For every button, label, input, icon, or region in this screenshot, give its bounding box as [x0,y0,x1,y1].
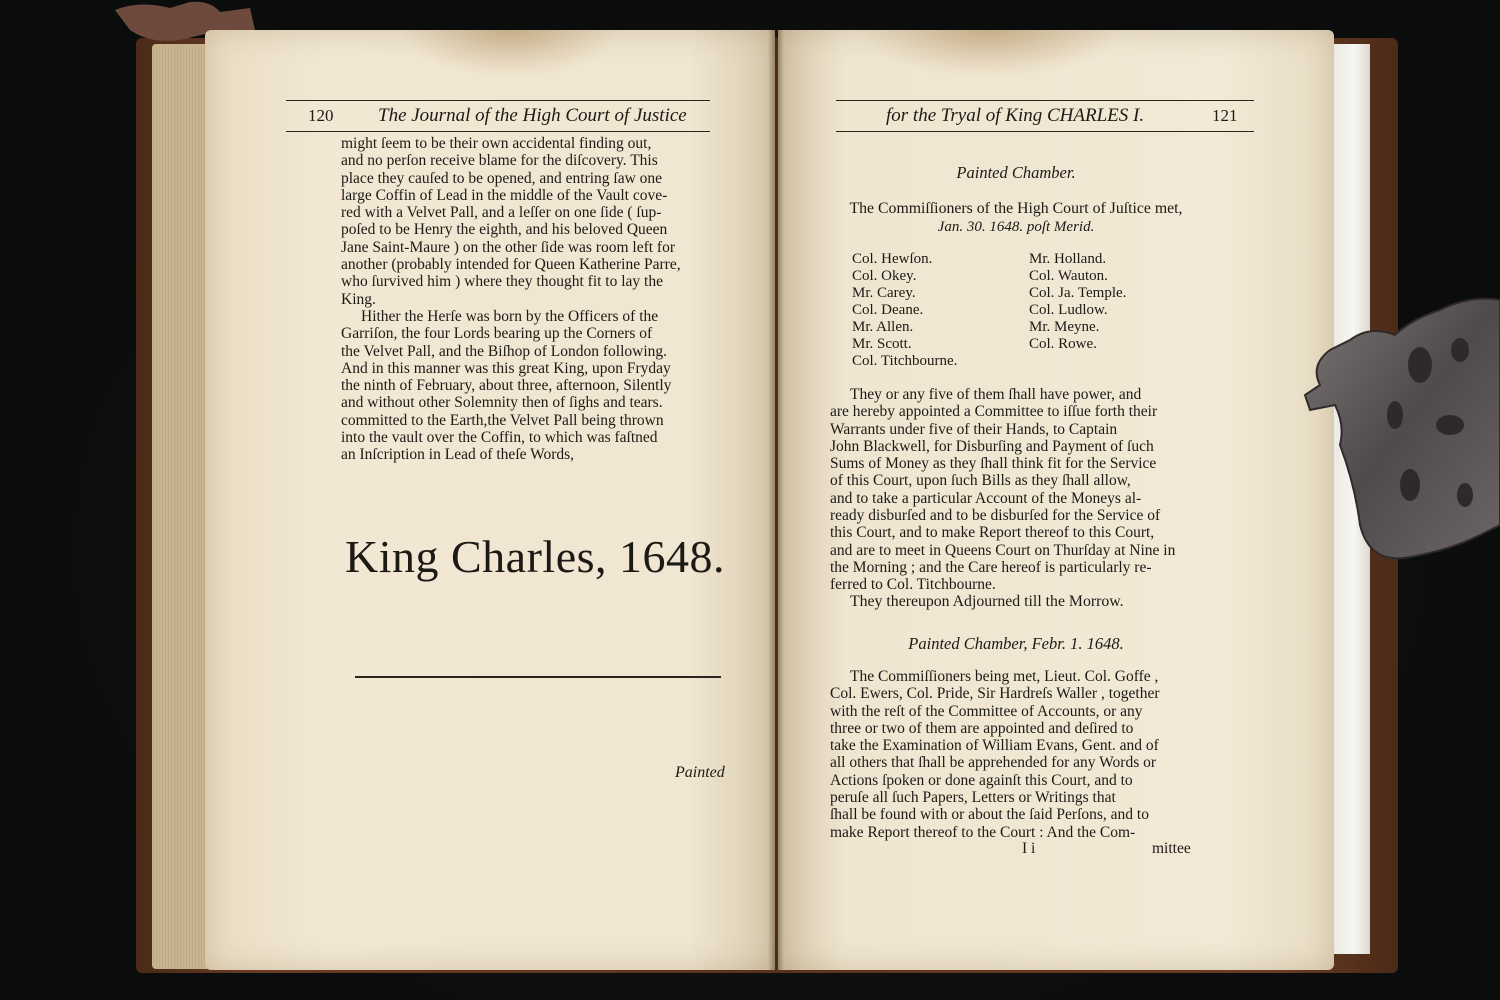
text-line: They or any five of them ſhall have power, and [850,386,1142,403]
right-page-stain [860,30,1120,78]
section-heading-1: Painted Chamber. [956,163,1076,182]
text-line: with the reſt of the Committee of Accounts, or any [830,702,1143,720]
names-column-right [1029,251,1126,353]
meeting-line-2: Jan. 30. 1648. poſt Merid. [937,219,1095,235]
inscription-title: King Charles, 1648. [345,531,726,582]
commissioner-name: Mr. Scott. [852,336,912,352]
text-line: committed to the Earth,the Velvet Pall being thrown [341,411,664,429]
adjourn-line: They thereupon Adjourned till the Morrow. [850,593,1124,610]
right-paragraph-1 [830,386,1200,594]
text-line: Sums of Money as they ſhall think fit for the Service [830,455,1157,473]
text-line: an Inſcription in Lead of theſe Words, [341,446,575,464]
right-paragraph-2 [830,668,1200,841]
book-gutter [768,30,784,970]
text-line: Garriſon, the four Lords bearing up the Corners of [341,325,653,343]
text-line: and are to meet in Queens Court on Thurſday at Nine in [830,541,1176,559]
left-running-header [286,100,710,132]
section-heading-2: Painted Chamber, Febr. 1. 1648. [908,634,1124,653]
left-catchword: Painted [675,764,725,781]
text-line: ſhall be found with or about the ſaid Perſons, and to [830,806,1149,824]
text-line: the Velvet Pall, and the Biſhop of London following. [341,342,668,360]
commissioner-name: Mr. Carey. [852,285,916,301]
text-line: might ſeem to be their own accidental finding out, [341,135,652,152]
text-line: The Commiſſioners being met, Lieut. Col. Goffe , [850,668,1159,685]
signature-mark: I i [1022,840,1036,857]
left-running-head: The Journal of the High Court of Justice [378,105,687,126]
text-line: red with a Velvet Pall, and a leſſer on one ſide ( ſup- [341,204,662,222]
commissioner-name: Col. Deane. [852,302,924,318]
text-line: King. [341,290,376,308]
commissioner-name: Col. Wauton. [1029,268,1108,284]
text-line: all others that ſhall be apprehended for any Words or [830,754,1157,772]
text-line: And in this manner was this great King, upon Fryday [341,359,671,377]
text-line: the Morning ; and the Care hereof is particularly re- [830,558,1152,576]
commissioner-name: Col. Okey. [852,268,917,284]
text-line: Actions ſpoken or done againſt this Court, and to [830,771,1133,789]
text-line: Jane Saint-Maure ) on the other ſide was room left for [341,238,676,256]
text-line: take the Examination of William Evans, Gent. and of [830,737,1159,755]
text-line: who ſurvived him ) where they thought fit to lay the [341,273,663,291]
text-line: peruſe all ſuch Papers, Letters or Writings that [830,789,1116,807]
text-line: three or two of them are appointed and deſired to [830,719,1134,737]
text-line: poſed to be Henry the eighth, and his beloved Queen [341,221,668,239]
text-line: place they cauſed to be opened, and entring ſaw one [341,169,663,187]
text-line: into the vault over the Coffin, to which was faſtned [341,429,658,447]
text-line: ready disburſed and to be disburſed for the Service of [830,507,1161,525]
commissioner-name: Col. Ludlow. [1029,302,1108,318]
commissioner-name: Mr. Allen. [852,319,914,335]
commissioner-name: Col. Rowe. [1029,336,1097,352]
text-line: this Court, and to make Report thereof to this Court, [830,524,1155,542]
left-body-text [341,135,719,464]
meeting-line-1: The Commiſſioners of the High Court of Juſtice met, [849,200,1183,217]
commissioner-name: Col. Titchbourne. [852,353,958,369]
text-line: of this Court, upon ſuch Bills as they ſhall allow, [830,472,1131,490]
text-line: Warrants under five of their Hands, to Captain [830,420,1118,438]
text-line: and to take a particular Account of the Moneys al- [830,489,1142,507]
right-running-header [836,100,1254,132]
text-line: ferred to Col. Titchbourne. [830,576,996,594]
text-line: Hither the Herſe was born by the Officers of the [361,307,659,325]
left-page-number: 120 [308,106,334,125]
text-line: John Blackwell, for Disburſing and Payment of ſuch [830,437,1154,455]
left-page-edges [152,44,212,969]
text-line: another (probably intended for Queen Katherine Parre, [341,256,681,274]
text-line: and no perſon receive blame for the diſcovery. This [341,152,658,170]
text-line: Col. Ewers, Col. Pride, Sir Hardreſs Waller , together [830,685,1160,703]
commissioner-name: Col. Ja. Temple. [1029,285,1127,301]
names-column-left [852,251,957,370]
commissioner-name: Col. Hewſon. [852,251,933,267]
right-catchword: mittee [1152,840,1191,857]
left-page-stain [400,30,620,78]
text-line: large Coffin of Lead in the middle of the Vault cove- [341,186,668,204]
right-running-head: for the Tryal of King CHARLES I. [886,105,1145,126]
commissioner-name: Mr. Holland. [1029,251,1107,267]
right-page-number: 121 [1212,106,1238,125]
text-line: are hereby appointed a Committee to iſſue forth their [830,403,1158,421]
text-line: make Report thereof to the Court : And the Com- [830,823,1136,841]
horizontal-rule [355,676,721,678]
metal-clasp-icon [1300,295,1500,575]
text-line: the ninth of February, about three, afternoon, Silently [341,377,672,395]
commissioner-name: Mr. Meyne. [1029,319,1100,335]
text-line: and without other Solemnity then of ſighs and tears. [341,394,663,412]
